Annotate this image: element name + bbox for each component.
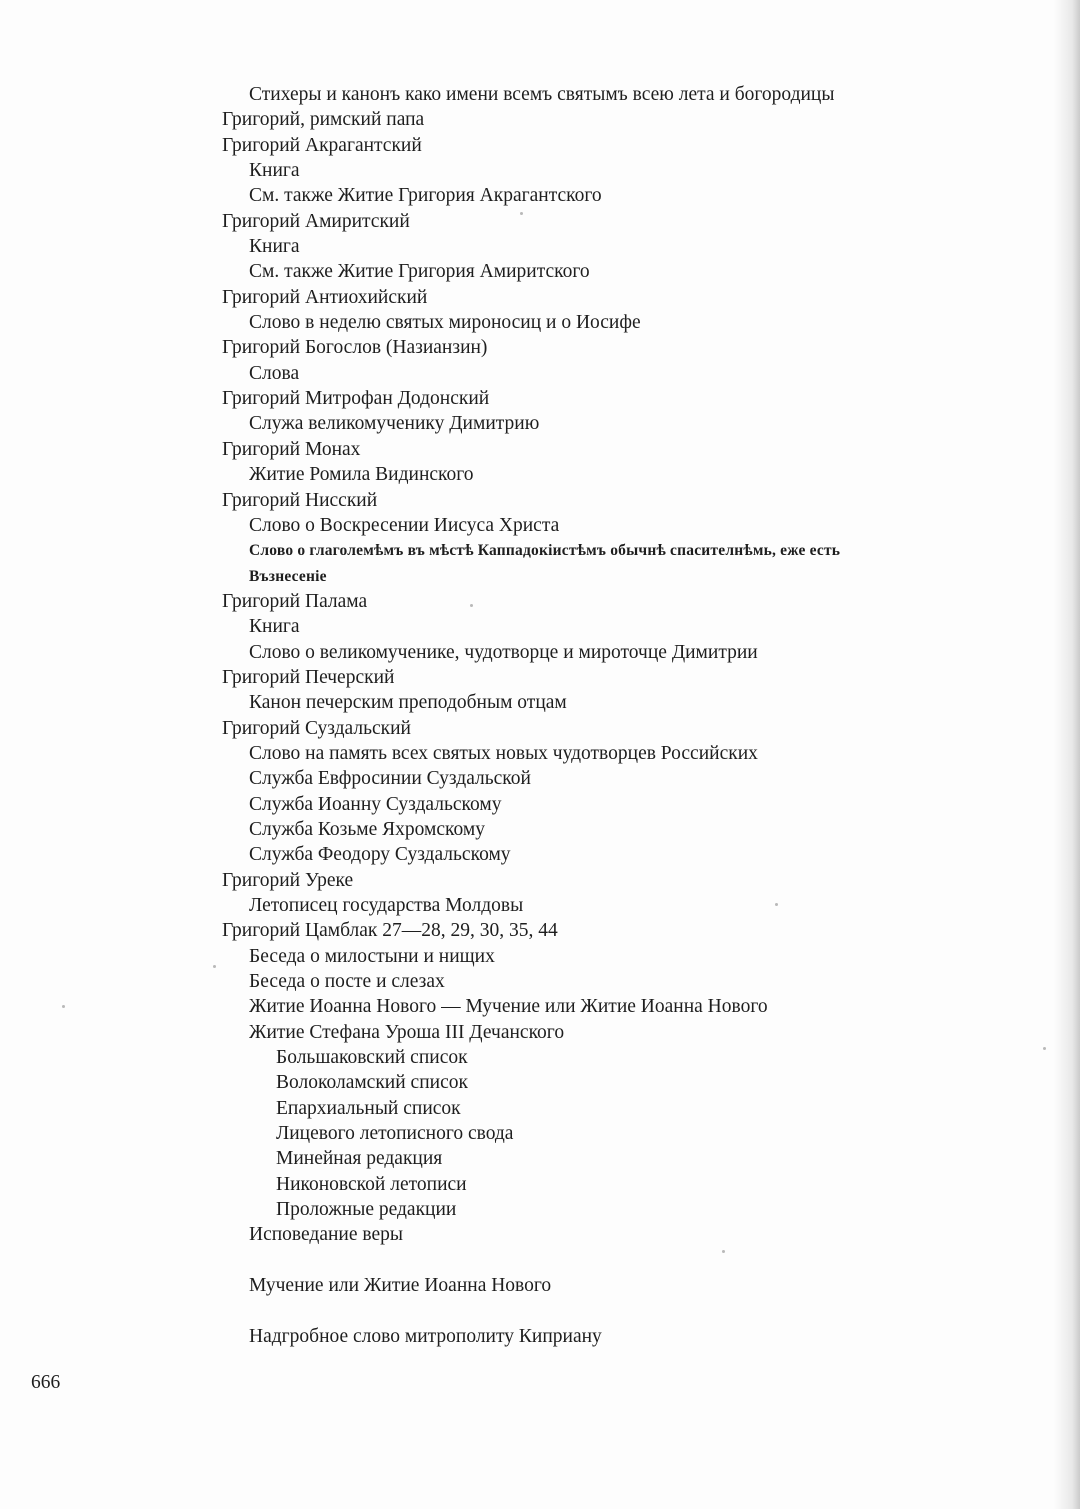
index-entry: См. также Житие Григория Акрагантского bbox=[249, 185, 602, 207]
index-entry: Григорий Богослов (Назианзин) bbox=[222, 337, 488, 359]
index-entry: Беседа о посте и слезах bbox=[249, 971, 445, 993]
index-entry: Слово в неделю святых мироносиц и о Иосифе bbox=[249, 312, 641, 334]
scan-speck bbox=[1043, 1047, 1046, 1050]
index-entry: Житие Ромила Видинского bbox=[249, 464, 474, 486]
index-entry: Слово о Воскресении Иисуса Христа bbox=[249, 514, 560, 536]
index-entry: См. также Житие Григория Амиритского bbox=[249, 261, 590, 283]
scan-speck bbox=[520, 212, 523, 215]
index-entry: Канон печерским преподобным отцам bbox=[249, 692, 567, 714]
index-entry: Епархиальный список bbox=[276, 1097, 461, 1119]
index-entry: Никоновской летописи bbox=[276, 1173, 467, 1195]
index-entry: Исповедание веры bbox=[249, 1224, 403, 1246]
index-entry: Григорий Нисский bbox=[222, 489, 378, 511]
index-entry: Слово на память всех святых новых чудотворцев Российских bbox=[249, 742, 758, 764]
scan-speck bbox=[722, 1250, 725, 1253]
index-entry: Григорий Амиритский bbox=[222, 210, 410, 232]
index-entry: Григорий Суздальский bbox=[222, 717, 411, 739]
index-entry: Лицевого летописного свода bbox=[276, 1123, 514, 1145]
index-entry: Григорий Палама bbox=[222, 590, 368, 612]
index-entry: Слово о великомученике, чудотворце и мироточце Димитрии bbox=[249, 641, 758, 663]
index-entry: Служба Феодору Суздальскому bbox=[249, 844, 511, 866]
scan-speck bbox=[470, 604, 473, 607]
index-entry: Житие Стефана Уроша III Дечанского bbox=[249, 1021, 565, 1043]
index-entry: Стихеры и канонъ како имени всемъ святымъ всею лета и богородицы bbox=[249, 84, 835, 105]
index-entry: Григорий Антиохийский bbox=[222, 286, 428, 308]
blank-line bbox=[222, 1248, 1022, 1273]
index-entry: Волоколамский список bbox=[276, 1072, 468, 1094]
index-entry: Книга bbox=[249, 160, 300, 182]
index-entry: Служба Козьме Яхромскому bbox=[249, 818, 485, 840]
index-entry: Григорий Печерский bbox=[222, 666, 395, 688]
index-entry: Слова bbox=[249, 362, 300, 384]
index-entry: Минейная редакция bbox=[276, 1148, 443, 1170]
page-number: 666 bbox=[31, 1372, 61, 1393]
index-entry: Мучение или Житие Иоанна Нового bbox=[249, 1275, 552, 1297]
blank-line bbox=[222, 1299, 1022, 1324]
index-entry: Книга bbox=[249, 616, 300, 638]
index-entry: Беседа о милостыни и нищих bbox=[249, 945, 495, 967]
index-entry: Григорий Монах bbox=[222, 438, 361, 460]
scan-speck bbox=[775, 903, 778, 906]
index-entry: Служба Евфросинии Суздальской bbox=[249, 768, 531, 790]
index-entry: Надгробное слово митрополиту Киприану bbox=[249, 1325, 602, 1347]
index-entry: Книга bbox=[249, 236, 300, 258]
index-entry: Григорий Митрофан Додонский bbox=[222, 388, 490, 410]
index-entry: Григорий Уреке bbox=[222, 869, 354, 891]
scan-speck bbox=[213, 965, 216, 968]
index-entry-list bbox=[222, 82, 1022, 1349]
index-entry: Проложные редакции bbox=[276, 1199, 457, 1221]
index-entry: Служба Иоанну Суздальскому bbox=[249, 793, 502, 815]
index-entry: Житие Иоанна Нового — Мучение или Житие Иоанна Нового bbox=[249, 996, 768, 1018]
index-entry: Большаковский список bbox=[276, 1047, 468, 1069]
index-entry: Григорий, римский папа bbox=[222, 109, 425, 131]
index-entry: Служа великомученику Димитрию bbox=[249, 413, 540, 435]
index-entry: Възнесенiе bbox=[249, 567, 327, 585]
index-entry: Слово о глаголемѣмъ въ мѣстѣ Каппадокiистѣмъ обычнѣ спасителнѣмь, еже есть bbox=[249, 542, 841, 560]
index-entry: Григорий Цамблак 27—28, 29, 30, 35, 44 bbox=[222, 920, 558, 942]
index-entry: Григорий Акрагантский bbox=[222, 134, 422, 156]
scan-speck bbox=[62, 1005, 65, 1008]
index-entry: Летописец государства Молдовы bbox=[249, 895, 524, 916]
page-edge-shadow bbox=[1054, 0, 1080, 1509]
